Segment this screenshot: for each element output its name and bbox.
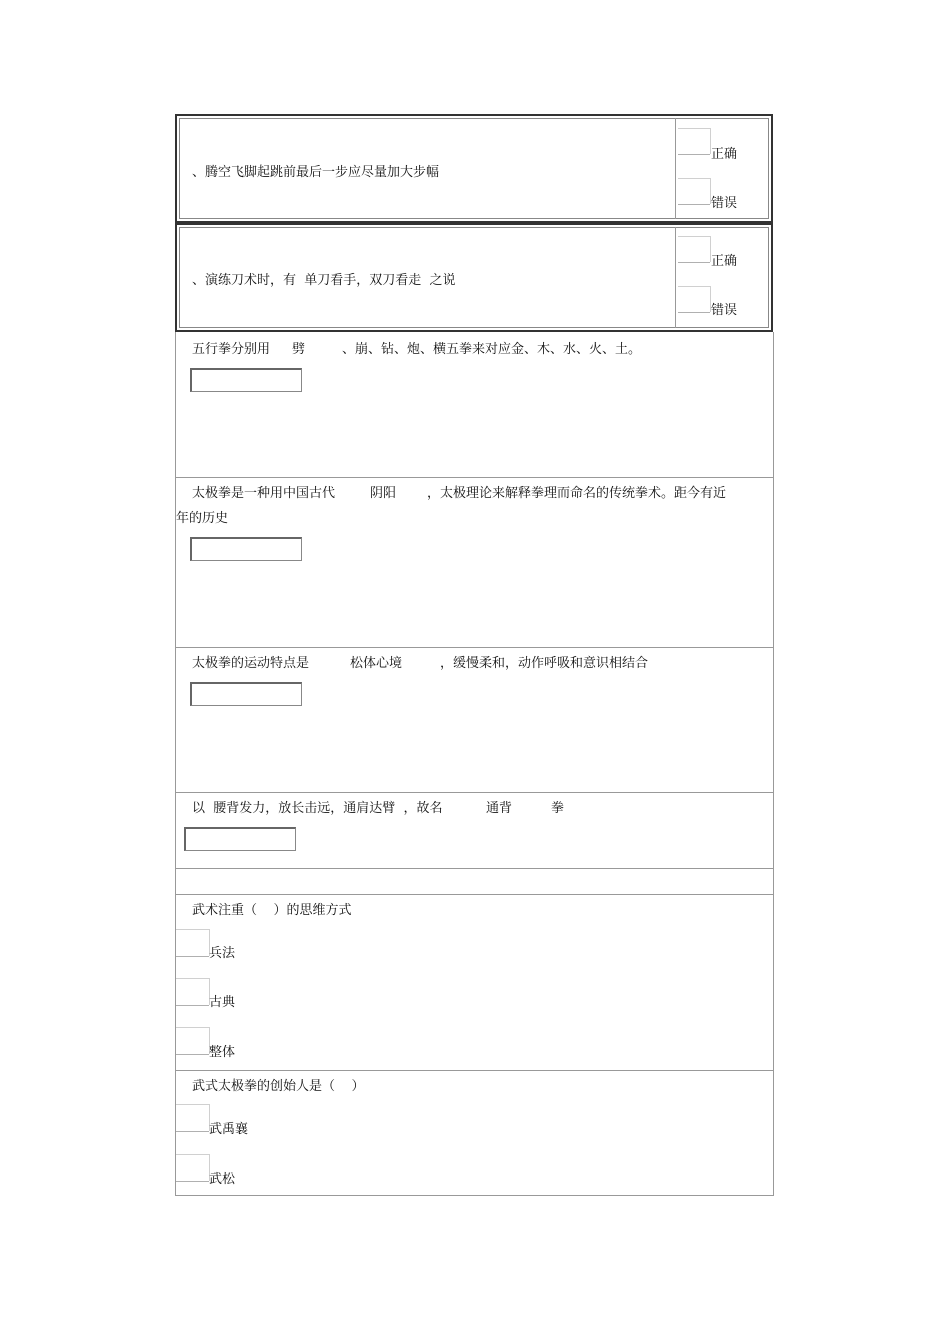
q3-text-part1: 五行拳分别用 bbox=[192, 342, 271, 357]
q7-option-1-label: 兵法 bbox=[209, 946, 236, 961]
q7-option-3-label: 整体 bbox=[209, 1045, 236, 1060]
q4-answer-input[interactable] bbox=[190, 537, 302, 561]
q2-radio-true[interactable] bbox=[678, 236, 748, 272]
q8-option-1[interactable] bbox=[176, 1104, 266, 1140]
q4-text-part1: 太极拳是一种用中国古代 bbox=[192, 486, 336, 501]
q1-radio-false[interactable] bbox=[678, 178, 748, 214]
q5-text-part2: ，缓慢柔和，动作呼吸和意识相结合 bbox=[440, 656, 649, 671]
q2-option-true-label: 正确 bbox=[711, 254, 738, 269]
table-right-border bbox=[773, 332, 774, 1196]
q1-question-text: 、腾空飞脚起跳前最后一步应尽量加大步幅 bbox=[192, 165, 440, 180]
q1-option-false-label: 错误 bbox=[711, 196, 738, 211]
q7-option-2-label: 古典 bbox=[209, 995, 236, 1010]
q7-option-3[interactable] bbox=[176, 1027, 256, 1063]
row-divider-3 bbox=[175, 792, 774, 793]
q3-text-part2: 、崩、钻、炮、横五拳来对应金、木、水、火、土。 bbox=[342, 342, 642, 357]
q4-text-part2: ，太极理论来解释拳理而命名的传统拳术。距今有近 bbox=[427, 486, 727, 501]
q4-text-part3: 年的历史 bbox=[176, 511, 229, 526]
q6-text-part2: 拳 bbox=[551, 801, 565, 816]
q5-text-part1: 太极拳的运动特点是 bbox=[192, 656, 310, 671]
q1-option-true-label: 正确 bbox=[711, 147, 738, 162]
q3-answer: 劈 bbox=[292, 342, 306, 357]
q2-radio-false[interactable] bbox=[678, 286, 748, 322]
table-left-border bbox=[175, 332, 176, 1196]
q8-option-1-label: 武禹襄 bbox=[209, 1122, 249, 1137]
q6-answer-input[interactable] bbox=[184, 827, 296, 851]
q5-answer-input[interactable] bbox=[190, 682, 302, 706]
q8-option-2[interactable] bbox=[176, 1154, 266, 1190]
q7-option-1[interactable] bbox=[176, 929, 256, 965]
q6-answer: 通背 bbox=[486, 801, 513, 816]
q7-option-2[interactable] bbox=[176, 978, 256, 1014]
q5-answer: 松体心境 bbox=[350, 656, 403, 671]
row-divider-6 bbox=[175, 1070, 774, 1071]
q4-answer: 阴阳 bbox=[370, 486, 397, 501]
q3-answer-input[interactable] bbox=[190, 368, 302, 392]
row-divider-1 bbox=[175, 477, 774, 478]
q6-text-part1: 以 腰背发力，放长击远，通肩达臂 ，故名 bbox=[192, 801, 443, 816]
row-divider-4 bbox=[175, 868, 774, 869]
q2-divider bbox=[675, 227, 676, 328]
q7-question-text: 武术注重（ ）的思维方式 bbox=[192, 903, 352, 918]
q8-option-2-label: 武松 bbox=[209, 1172, 236, 1187]
q2-question-text: 、演练刀术时，有 单刀看手，双刀看走 之说 bbox=[192, 273, 456, 288]
q2-option-false-label: 错误 bbox=[711, 303, 738, 318]
row-divider-5 bbox=[175, 894, 774, 895]
row-divider-2 bbox=[175, 647, 774, 648]
q1-radio-true[interactable] bbox=[678, 128, 748, 164]
table-bottom-border bbox=[175, 1195, 774, 1196]
q8-question-text: 武式太极拳的创始人是（ ） bbox=[192, 1079, 365, 1094]
q1-divider bbox=[675, 118, 676, 219]
